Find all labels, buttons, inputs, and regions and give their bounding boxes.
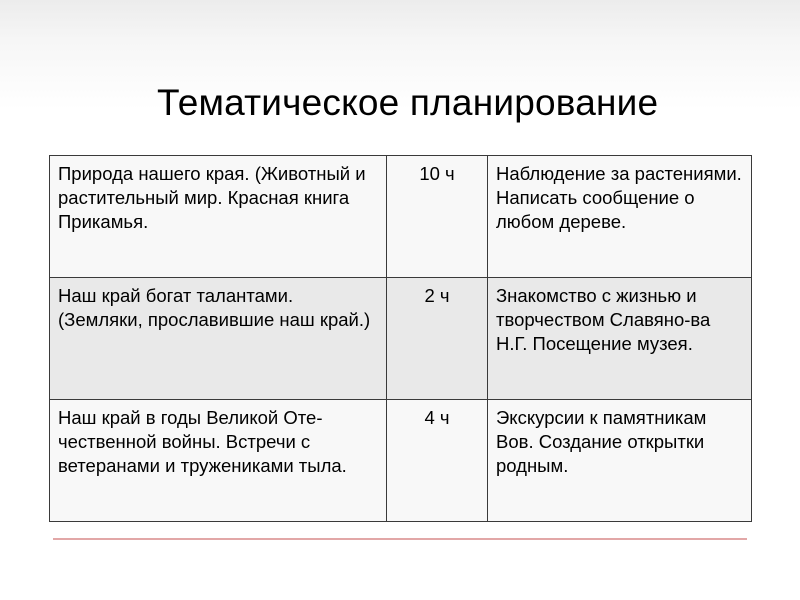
activity-cell: Наблюдение за растениями. Написать сообщение о любом дереве. [488,156,752,278]
bottom-divider [53,538,747,540]
planning-table [49,155,752,522]
topic-cell: Наш край в годы Великой Оте-чественной войны. Встречи с ветеранами и тружениками тыла. [50,400,387,522]
hours-cell: 4 ч [387,400,488,522]
activity-cell: Экскурсии к памятникам Вов. Создание открытки родным. [488,400,752,522]
activity-cell: Знакомство с жизнью и творчеством Славяно-ва Н.Г. Посещение музея. [488,278,752,400]
slide-title: Тематическое планирование [157,82,659,123]
table-row [50,400,752,522]
topic-cell: Наш край богат талантами. (Земляки, прославившие наш край.) [50,278,387,400]
table-row [50,278,752,400]
topic-cell: Природа нашего края. (Животный и растительный мир. Красная книга Прикамья. [50,156,387,278]
hours-cell: 2 ч [387,278,488,400]
table-row [50,156,752,278]
hours-cell: 10 ч [387,156,488,278]
